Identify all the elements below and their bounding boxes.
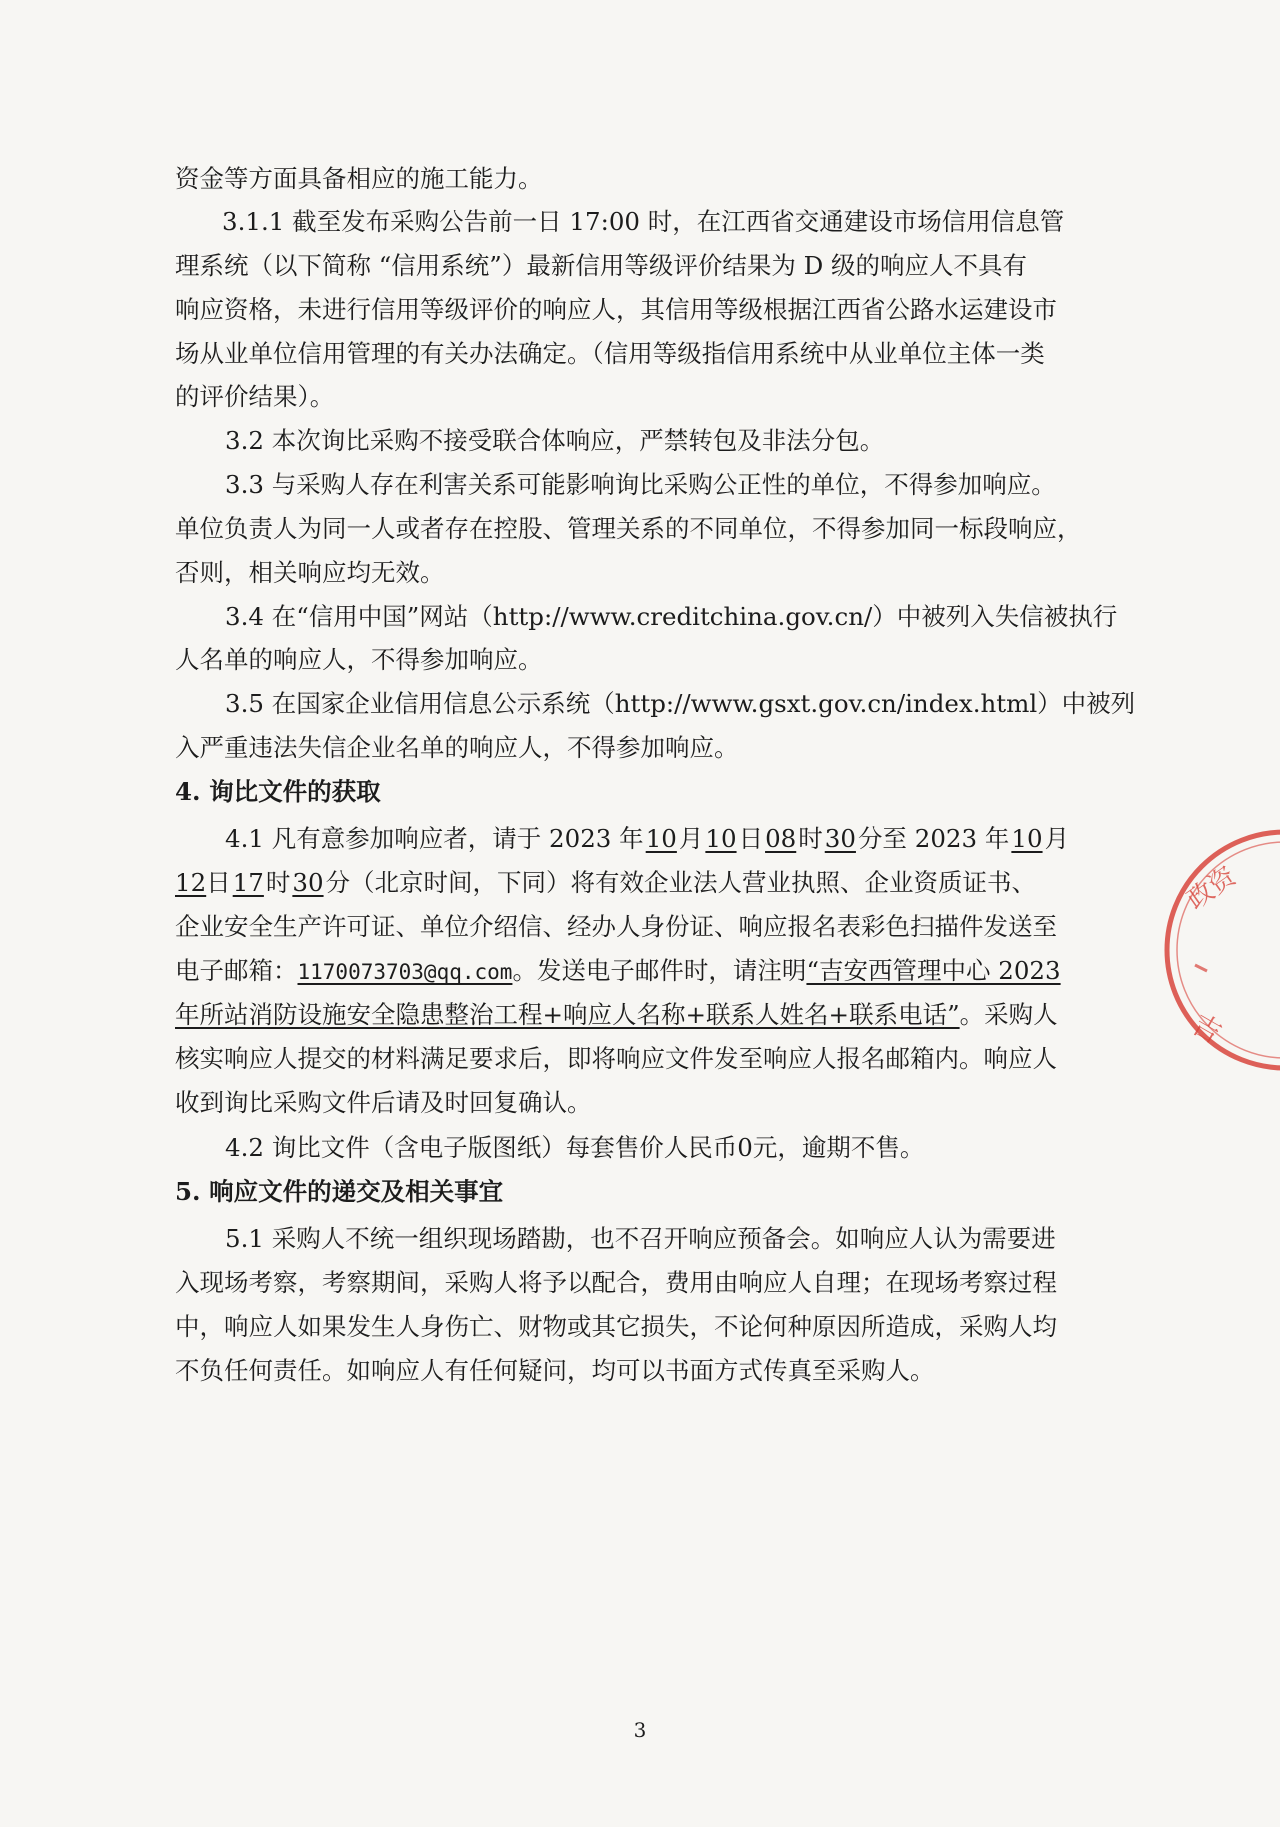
paragraph-line: 4.2 询比文件（含电子版图纸）每套售价人民币0元，逾期不售。 xyxy=(225,1133,925,1162)
page-number: 3 xyxy=(633,1718,647,1742)
paragraph-line: 不负任何责任。如响应人有任何疑问，均可以书面方式传真至采购人。 xyxy=(175,1356,935,1385)
paragraph-line: 3.2 本次询比采购不接受联合体响应，严禁转包及非法分包。 xyxy=(225,426,885,455)
svg-text:吉: 吉 xyxy=(1186,1007,1228,1051)
official-seal-icon xyxy=(1155,815,1280,1085)
paragraph-line: 3.5 在国家企业信用信息公示系统（http://www.gsxt.gov.cn/index.html）中被列 xyxy=(225,689,1136,718)
paragraph-line: 中，响应人如果发生人身伤亡、财物或其它损失，不论何种原因所造成，采购人均 xyxy=(175,1312,1057,1341)
paragraph-line: 3.4 在“信用中国”网站（http://www.creditchina.gov.cn/）中被列入失信被执行 xyxy=(225,602,1118,631)
paragraph-line: 企业安全生产许可证、单位介绍信、经办人身份证、响应报名表彩色扫描件发送至 xyxy=(175,912,1057,941)
paragraph-line: 的评价结果）。 xyxy=(175,382,335,411)
paragraph-line: 否则，相关响应均无效。 xyxy=(175,558,445,587)
paragraph-line: 年所站消防设施安全隐患整治工程+响应人名称+联系人姓名+联系电话”。采购人 xyxy=(175,1000,1058,1029)
paragraph-line: 3.1.1 截至发布采购公告前一日 17:00 时，在江西省交通建设市场信用信息管 xyxy=(222,207,1065,236)
paragraph-line: 5.1 采购人不统一组织现场踏勘，也不召开响应预备会。如响应人认为需要进 xyxy=(225,1224,1056,1253)
section-heading: 5. 响应文件的递交及相关事宜 xyxy=(175,1177,504,1206)
paragraph-line: 入严重违法失信企业名单的响应人，不得参加响应。 xyxy=(175,733,739,762)
paragraph-line: 电子邮箱：1170073703@qq.com。发送电子邮件时，请注明“吉安西管理中心 2023 xyxy=(175,956,1061,985)
paragraph-line: 资金等方面具备相应的施工能力。 xyxy=(175,164,543,193)
paragraph-line: 核实响应人提交的材料满足要求后，即将响应文件发至响应人报名邮箱内。响应人 xyxy=(175,1044,1057,1073)
paragraph-line: 场从业单位信用管理的有关办法确定。（信用等级指信用系统中从业单位主体一类 xyxy=(175,339,1045,368)
section-heading: 4. 询比文件的获取 xyxy=(175,777,381,806)
paragraph-line: 入现场考察，考察期间，采购人将予以配合，费用由响应人自理；在现场考察过程 xyxy=(175,1268,1057,1297)
paragraph-line: 3.3 与采购人存在利害关系可能影响询比采购公正性的单位，不得参加响应。 xyxy=(225,470,1056,499)
svg-text:政资: 政资 xyxy=(1181,861,1242,916)
paragraph-line: 收到询比采购文件后请及时回复确认。 xyxy=(175,1088,592,1117)
paragraph-line: 响应资格，未进行信用等级评价的响应人，其信用等级根据江西省公路水运建设市 xyxy=(175,295,1057,324)
paragraph-line: 单位负责人为同一人或者存在控股、管理关系的不同单位，不得参加同一标段响应， xyxy=(175,514,1082,543)
paragraph-line: 4.1 凡有意参加响应者，请于 2023 年10月10日08时30分至 2023 年10月 xyxy=(225,824,1070,853)
paragraph-line: 12日17时30分（北京时间，下同）将有效企业法人营业执照、企业资质证书、 xyxy=(175,868,1037,897)
paragraph-line: 人名单的响应人，不得参加响应。 xyxy=(175,645,543,674)
email-address: 1170073703@qq.com xyxy=(297,960,513,984)
paragraph-line: 理系统（以下简称 “信用系统”）最新信用等级评价结果为 D 级的响应人不具有 xyxy=(175,251,1028,280)
